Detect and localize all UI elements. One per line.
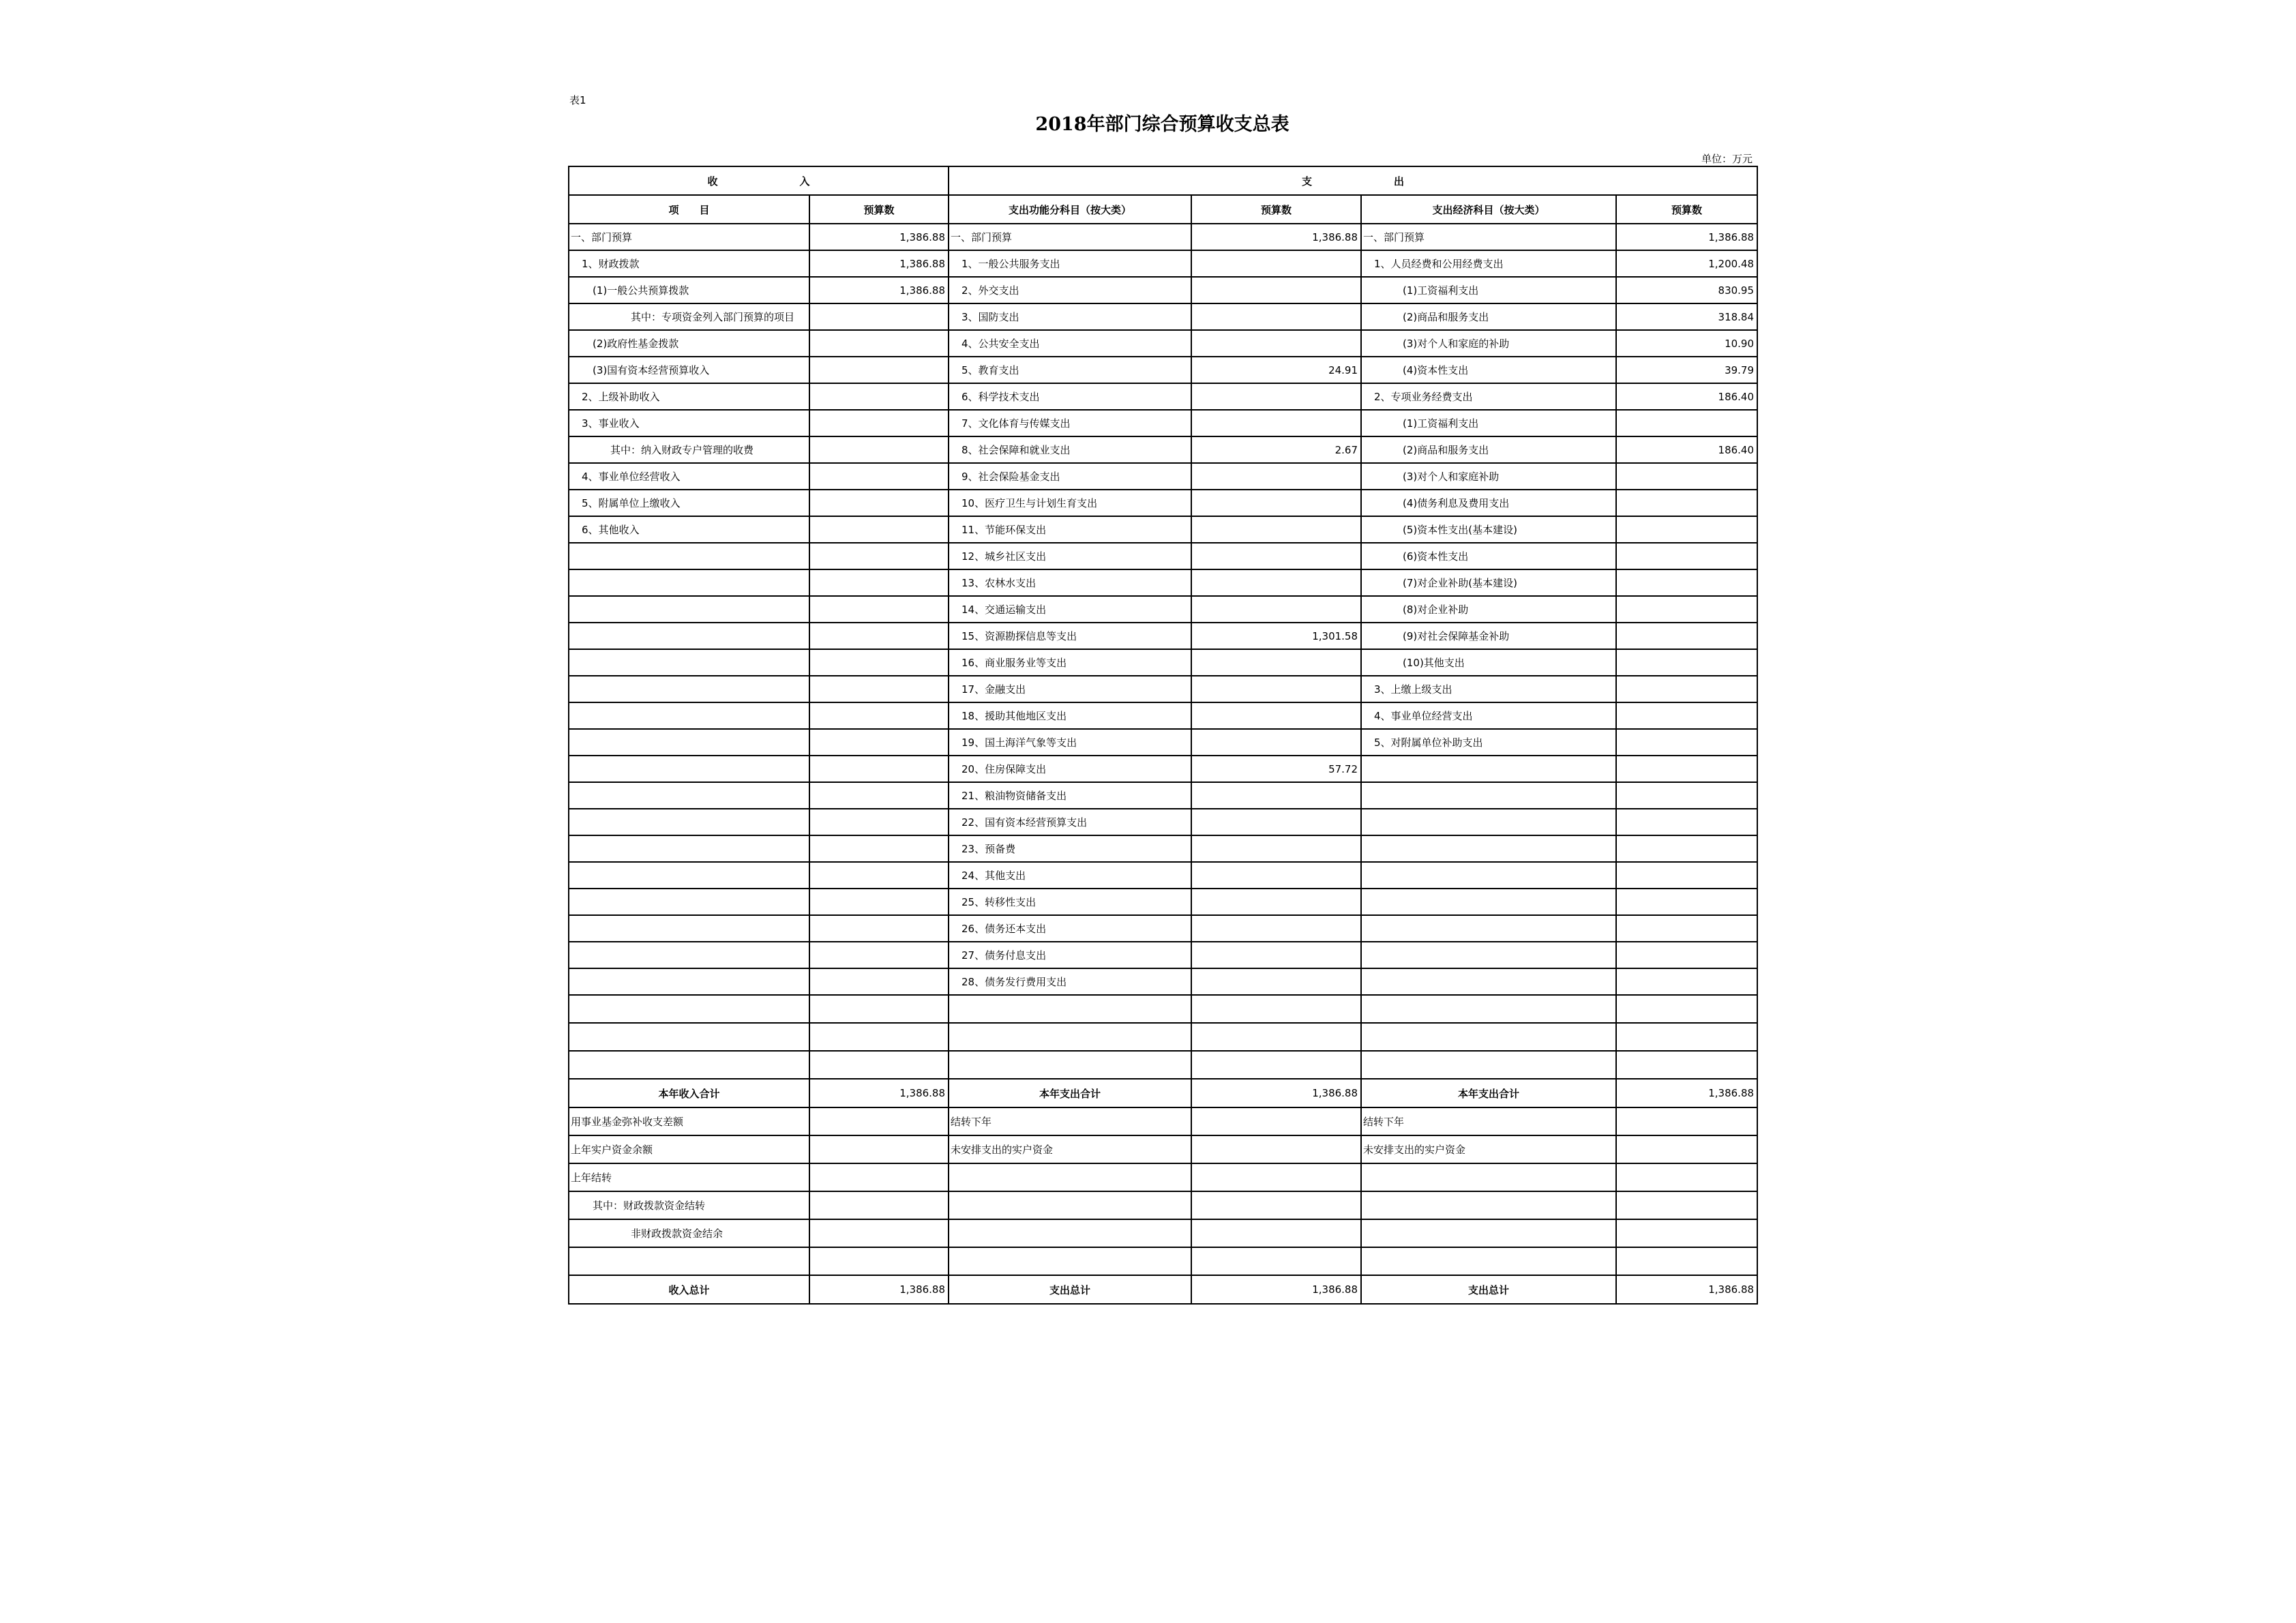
- year-economic-total-value: 1,386.88: [1616, 1079, 1757, 1107]
- table-row: [569, 569, 1757, 596]
- table-row: [569, 968, 1757, 995]
- table-row: [569, 862, 1757, 889]
- function-budget-cell: [1191, 277, 1361, 303]
- income-item-cell: [569, 623, 809, 649]
- economic-budget-cell: 1,386.88: [1616, 224, 1757, 250]
- function-budget-cell: [1191, 383, 1361, 410]
- year-total-row: [569, 1079, 1757, 1107]
- table-row: [569, 623, 1757, 649]
- function-subject-cell: 21、粮油物资储备支出: [949, 782, 1191, 809]
- economic-subject-cell: [1361, 915, 1616, 942]
- income-item-cell: [569, 862, 809, 889]
- economic-subject-cell: 2、专项业务经费支出: [1361, 383, 1616, 410]
- year-function-total-value: 1,386.88: [1191, 1079, 1361, 1107]
- economic-subject-cell: (2)商品和服务支出: [1361, 436, 1616, 463]
- income-budget-cell: [809, 569, 949, 596]
- table-row: [569, 330, 1757, 357]
- function-budget-cell: [1191, 649, 1361, 676]
- income-item-cell: (1)一般公共预算拨款: [569, 277, 809, 303]
- function-budget-cell: [1191, 676, 1361, 702]
- economic-subject-cell: (3)对个人和家庭补助: [1361, 463, 1616, 490]
- economic-subject-cell: (6)资本性支出: [1361, 543, 1616, 569]
- table-row: [569, 516, 1757, 543]
- economic-budget-cell: [1616, 862, 1757, 889]
- function-subject-cell: 20、住房保障支出: [949, 756, 1191, 782]
- income-item-cell: [569, 835, 809, 862]
- income-budget-cell: [809, 357, 949, 383]
- function-subject-cell: 19、国土海洋气象等支出: [949, 729, 1191, 756]
- income-budget-cell: [809, 889, 949, 915]
- function-budget-cell: [1191, 410, 1361, 436]
- footer-empty-cell: [1191, 1107, 1361, 1135]
- footer-function-item-cell: [949, 1191, 1191, 1219]
- table-row: [569, 889, 1757, 915]
- function-budget-cell: 24.91: [1191, 357, 1361, 383]
- income-budget-cell: [809, 543, 949, 569]
- income-budget-cell: [809, 756, 949, 782]
- table-row: [569, 357, 1757, 383]
- income-item-cell: 其中：纳入财政专户管理的收费: [569, 436, 809, 463]
- income-budget-cell: [809, 410, 949, 436]
- economic-budget-cell: [1616, 516, 1757, 543]
- function-budget-cell: [1191, 968, 1361, 995]
- header-budget-function: 预算数: [1191, 195, 1361, 224]
- table-row: [569, 756, 1757, 782]
- function-subject-cell: 14、交通运输支出: [949, 596, 1191, 623]
- table-row: [569, 410, 1757, 436]
- footer-income-item-cell: 用事业基金弥补收支差额: [569, 1107, 809, 1135]
- footer-empty-cell: [809, 1107, 949, 1135]
- income-budget-cell: [809, 915, 949, 942]
- year-economic-total-label: 本年支出合计: [1361, 1079, 1616, 1107]
- income-budget-cell: [809, 330, 949, 357]
- income-budget-cell: [809, 835, 949, 862]
- function-budget-cell: [1191, 569, 1361, 596]
- function-subject-cell: 5、教育支出: [949, 357, 1191, 383]
- economic-budget-cell: 39.79: [1616, 357, 1757, 383]
- economic-subject-cell: (3)对个人和家庭的补助: [1361, 330, 1616, 357]
- economic-budget-cell: [1616, 915, 1757, 942]
- blank-row: [569, 1023, 1757, 1051]
- income-budget-cell: [809, 676, 949, 702]
- function-budget-cell: [1191, 303, 1361, 330]
- footer-function-item-cell: 未安排支出的实户资金: [949, 1135, 1191, 1163]
- income-item-cell: [569, 889, 809, 915]
- footer-economic-item-cell: [1361, 1219, 1616, 1247]
- function-budget-cell: [1191, 490, 1361, 516]
- economic-subject-cell: [1361, 835, 1616, 862]
- table-row: [569, 676, 1757, 702]
- income-item-cell: 1、财政拨款: [569, 250, 809, 277]
- function-budget-cell: [1191, 516, 1361, 543]
- economic-subject-cell: [1361, 756, 1616, 782]
- income-budget-cell: [809, 809, 949, 835]
- income-section-header: 收 入: [569, 166, 949, 195]
- economic-budget-cell: 186.40: [1616, 383, 1757, 410]
- year-income-total-value: 1,386.88: [809, 1079, 949, 1107]
- footer-income-item-cell: 非财政拨款资金结余: [569, 1219, 809, 1247]
- table-row: [569, 463, 1757, 490]
- economic-subject-cell: (2)商品和服务支出: [1361, 303, 1616, 330]
- table-row: [569, 303, 1757, 330]
- grand-economic-total-value: 1,386.88: [1616, 1275, 1757, 1304]
- economic-budget-cell: [1616, 676, 1757, 702]
- function-subject-cell: 18、援助其他地区支出: [949, 702, 1191, 729]
- section-header-row: [569, 166, 1757, 195]
- income-budget-cell: [809, 782, 949, 809]
- function-subject-cell: 12、城乡社区支出: [949, 543, 1191, 569]
- header-economic-subject: 支出经济科目（按大类）: [1361, 195, 1616, 224]
- income-item-cell: [569, 702, 809, 729]
- function-subject-cell: 16、商业服务业等支出: [949, 649, 1191, 676]
- income-budget-cell: [809, 649, 949, 676]
- function-subject-cell: 1、一般公共服务支出: [949, 250, 1191, 277]
- income-budget-cell: [809, 463, 949, 490]
- table-row: [569, 250, 1757, 277]
- table-row: [569, 277, 1757, 303]
- economic-subject-cell: 3、上缴上级支出: [1361, 676, 1616, 702]
- table-row: [569, 835, 1757, 862]
- income-budget-cell: 1,386.88: [809, 250, 949, 277]
- header-item: 项 目: [569, 195, 809, 224]
- blank-row: [569, 1051, 1757, 1079]
- table-row: [569, 224, 1757, 250]
- grand-economic-total-label: 支出总计: [1361, 1275, 1616, 1304]
- income-item-cell: (3)国有资本经营预算收入: [569, 357, 809, 383]
- economic-subject-cell: (4)债务利息及费用支出: [1361, 490, 1616, 516]
- function-subject-cell: 24、其他支出: [949, 862, 1191, 889]
- table-row: [569, 915, 1757, 942]
- income-item-cell: 5、附属单位上缴收入: [569, 490, 809, 516]
- footer-empty-cell: [1191, 1163, 1361, 1191]
- income-budget-cell: [809, 436, 949, 463]
- income-item-cell: 3、事业收入: [569, 410, 809, 436]
- function-budget-cell: [1191, 835, 1361, 862]
- grand-income-total-value: 1,386.88: [809, 1275, 949, 1304]
- footer-row: [569, 1219, 1757, 1247]
- income-budget-cell: [809, 729, 949, 756]
- function-subject-cell: 25、转移性支出: [949, 889, 1191, 915]
- income-budget-cell: [809, 516, 949, 543]
- table-row: [569, 729, 1757, 756]
- grand-function-total-label: 支出总计: [949, 1275, 1191, 1304]
- economic-subject-cell: 一、部门预算: [1361, 224, 1616, 250]
- footer-empty-cell: [1616, 1107, 1757, 1135]
- income-item-cell: [569, 649, 809, 676]
- footer-economic-item-cell: [1361, 1163, 1616, 1191]
- page-title: 2018年部门综合预算收支总表: [1035, 114, 1289, 135]
- income-budget-cell: [809, 862, 949, 889]
- income-item-cell: (2)政府性基金拨款: [569, 330, 809, 357]
- function-subject-cell: 28、债务发行费用支出: [949, 968, 1191, 995]
- footer-row: [569, 1107, 1757, 1135]
- function-subject-cell: 8、社会保障和就业支出: [949, 436, 1191, 463]
- economic-subject-cell: (1)工资福利支出: [1361, 277, 1616, 303]
- function-budget-cell: [1191, 702, 1361, 729]
- economic-budget-cell: [1616, 809, 1757, 835]
- function-subject-cell: 一、部门预算: [949, 224, 1191, 250]
- income-item-cell: [569, 543, 809, 569]
- income-item-cell: 其中：专项资金列入部门预算的项目: [569, 303, 809, 330]
- footer-empty-cell: [809, 1219, 949, 1247]
- table-row: [569, 596, 1757, 623]
- function-budget-cell: 1,386.88: [1191, 224, 1361, 250]
- economic-subject-cell: [1361, 968, 1616, 995]
- economic-budget-cell: 318.84: [1616, 303, 1757, 330]
- header-function-subject: 支出功能分科目（按大类）: [949, 195, 1191, 224]
- footer-empty-cell: [1616, 1219, 1757, 1247]
- economic-subject-cell: [1361, 889, 1616, 915]
- table-row: [569, 543, 1757, 569]
- function-budget-cell: [1191, 809, 1361, 835]
- income-budget-cell: [809, 623, 949, 649]
- footer-function-item-cell: [949, 1163, 1191, 1191]
- footer-empty-cell: [1616, 1135, 1757, 1163]
- function-subject-cell: 23、预备费: [949, 835, 1191, 862]
- function-subject-cell: 3、国防支出: [949, 303, 1191, 330]
- function-budget-cell: 57.72: [1191, 756, 1361, 782]
- income-budget-cell: 1,386.88: [809, 277, 949, 303]
- grand-function-total-value: 1,386.88: [1191, 1275, 1361, 1304]
- economic-budget-cell: [1616, 835, 1757, 862]
- economic-subject-cell: (7)对企业补助(基本建设): [1361, 569, 1616, 596]
- economic-budget-cell: [1616, 942, 1757, 968]
- footer-function-item-cell: [949, 1219, 1191, 1247]
- table-row: [569, 383, 1757, 410]
- income-item-cell: [569, 569, 809, 596]
- footer-empty-cell: [1616, 1191, 1757, 1219]
- year-function-total-label: 本年支出合计: [949, 1079, 1191, 1107]
- income-budget-cell: [809, 383, 949, 410]
- economic-budget-cell: [1616, 649, 1757, 676]
- function-subject-cell: 2、外交支出: [949, 277, 1191, 303]
- economic-budget-cell: [1616, 782, 1757, 809]
- economic-subject-cell: [1361, 809, 1616, 835]
- footer-income-item-cell: 其中：财政拨款资金结转: [569, 1191, 809, 1219]
- footer-row: [569, 1191, 1757, 1219]
- income-item-cell: [569, 782, 809, 809]
- economic-budget-cell: [1616, 756, 1757, 782]
- table-row: [569, 436, 1757, 463]
- footer-empty-cell: [809, 1191, 949, 1219]
- income-item-cell: [569, 676, 809, 702]
- table-label: 表1: [569, 94, 586, 106]
- income-item-cell: [569, 729, 809, 756]
- income-item-cell: 2、上级补助收入: [569, 383, 809, 410]
- function-subject-cell: 10、医疗卫生与计划生育支出: [949, 490, 1191, 516]
- economic-subject-cell: (5)资本性支出(基本建设): [1361, 516, 1616, 543]
- footer-income-item-cell: 上年结转: [569, 1163, 809, 1191]
- footer-row: [569, 1135, 1757, 1163]
- income-item-cell: [569, 756, 809, 782]
- function-budget-cell: [1191, 915, 1361, 942]
- economic-budget-cell: [1616, 889, 1757, 915]
- income-item-cell: 4、事业单位经营收入: [569, 463, 809, 490]
- function-subject-cell: 11、节能环保支出: [949, 516, 1191, 543]
- income-budget-cell: 1,386.88: [809, 224, 949, 250]
- footer-empty-cell: [1191, 1191, 1361, 1219]
- header-budget-economic: 预算数: [1616, 195, 1757, 224]
- economic-subject-cell: (4)资本性支出: [1361, 357, 1616, 383]
- economic-budget-cell: 10.90: [1616, 330, 1757, 357]
- economic-subject-cell: (1)工资福利支出: [1361, 410, 1616, 436]
- function-subject-cell: 9、社会保险基金支出: [949, 463, 1191, 490]
- function-budget-cell: [1191, 889, 1361, 915]
- function-budget-cell: [1191, 463, 1361, 490]
- table-row: [569, 942, 1757, 968]
- function-budget-cell: [1191, 330, 1361, 357]
- income-budget-cell: [809, 596, 949, 623]
- footer-function-item-cell: 结转下年: [949, 1107, 1191, 1135]
- table-row: [569, 809, 1757, 835]
- economic-subject-cell: 4、事业单位经营支出: [1361, 702, 1616, 729]
- grand-income-total-label: 收入总计: [569, 1275, 809, 1304]
- function-subject-cell: 27、债务付息支出: [949, 942, 1191, 968]
- economic-subject-cell: (10)其他支出: [1361, 649, 1616, 676]
- function-subject-cell: 13、农林水支出: [949, 569, 1191, 596]
- income-item-cell: 一、部门预算: [569, 224, 809, 250]
- function-subject-cell: 17、金融支出: [949, 676, 1191, 702]
- function-budget-cell: [1191, 543, 1361, 569]
- income-item-cell: 6、其他收入: [569, 516, 809, 543]
- footer-empty-cell: [1616, 1163, 1757, 1191]
- income-budget-cell: [809, 702, 949, 729]
- function-budget-cell: [1191, 862, 1361, 889]
- function-budget-cell: [1191, 729, 1361, 756]
- table-row: [569, 490, 1757, 516]
- economic-subject-cell: 1、人员经费和公用经费支出: [1361, 250, 1616, 277]
- economic-budget-cell: [1616, 490, 1757, 516]
- unit-label: 单位：万元: [1701, 153, 1753, 165]
- income-budget-cell: [809, 968, 949, 995]
- table-row: [569, 702, 1757, 729]
- economic-budget-cell: [1616, 569, 1757, 596]
- function-subject-cell: 7、文化体育与传媒支出: [949, 410, 1191, 436]
- header-budget-income: 预算数: [809, 195, 949, 224]
- economic-budget-cell: 1,200.48: [1616, 250, 1757, 277]
- function-subject-cell: 15、资源勘探信息等支出: [949, 623, 1191, 649]
- blank-row: [569, 1247, 1757, 1275]
- income-budget-cell: [809, 942, 949, 968]
- economic-subject-cell: [1361, 942, 1616, 968]
- economic-budget-cell: [1616, 729, 1757, 756]
- function-budget-cell: [1191, 250, 1361, 277]
- economic-subject-cell: [1361, 782, 1616, 809]
- table-row: [569, 649, 1757, 676]
- economic-budget-cell: [1616, 702, 1757, 729]
- blank-row: [569, 995, 1757, 1023]
- column-header-row: [569, 195, 1757, 224]
- economic-budget-cell: [1616, 463, 1757, 490]
- footer-empty-cell: [809, 1163, 949, 1191]
- economic-subject-cell: (8)对企业补助: [1361, 596, 1616, 623]
- function-budget-cell: [1191, 782, 1361, 809]
- income-item-cell: [569, 809, 809, 835]
- economic-subject-cell: 5、对附属单位补助支出: [1361, 729, 1616, 756]
- function-subject-cell: 6、科学技术支出: [949, 383, 1191, 410]
- economic-subject-cell: [1361, 862, 1616, 889]
- function-budget-cell: 2.67: [1191, 436, 1361, 463]
- function-subject-cell: 22、国有资本经营预算支出: [949, 809, 1191, 835]
- economic-subject-cell: (9)对社会保障基金补助: [1361, 623, 1616, 649]
- footer-economic-item-cell: 结转下年: [1361, 1107, 1616, 1135]
- income-item-cell: [569, 942, 809, 968]
- function-budget-cell: 1,301.58: [1191, 623, 1361, 649]
- grand-total-row: [569, 1275, 1757, 1304]
- function-budget-cell: [1191, 596, 1361, 623]
- expense-section-header: 支 出: [949, 166, 1757, 195]
- footer-empty-cell: [1191, 1135, 1361, 1163]
- economic-budget-cell: [1616, 410, 1757, 436]
- footer-economic-item-cell: 未安排支出的实户资金: [1361, 1135, 1616, 1163]
- budget-table: [568, 166, 1758, 1305]
- table-row: [569, 782, 1757, 809]
- economic-budget-cell: [1616, 596, 1757, 623]
- year-income-total-label: 本年收入合计: [569, 1079, 809, 1107]
- income-budget-cell: [809, 303, 949, 330]
- economic-budget-cell: 830.95: [1616, 277, 1757, 303]
- function-budget-cell: [1191, 942, 1361, 968]
- economic-budget-cell: 186.40: [1616, 436, 1757, 463]
- function-subject-cell: 4、公共安全支出: [949, 330, 1191, 357]
- footer-income-item-cell: 上年实户资金余额: [569, 1135, 809, 1163]
- economic-budget-cell: [1616, 968, 1757, 995]
- function-subject-cell: 26、债务还本支出: [949, 915, 1191, 942]
- footer-row: [569, 1163, 1757, 1191]
- footer-empty-cell: [1191, 1219, 1361, 1247]
- income-budget-cell: [809, 490, 949, 516]
- footer-empty-cell: [809, 1135, 949, 1163]
- economic-budget-cell: [1616, 543, 1757, 569]
- income-item-cell: [569, 915, 809, 942]
- income-item-cell: [569, 596, 809, 623]
- economic-budget-cell: [1616, 623, 1757, 649]
- income-item-cell: [569, 968, 809, 995]
- footer-economic-item-cell: [1361, 1191, 1616, 1219]
